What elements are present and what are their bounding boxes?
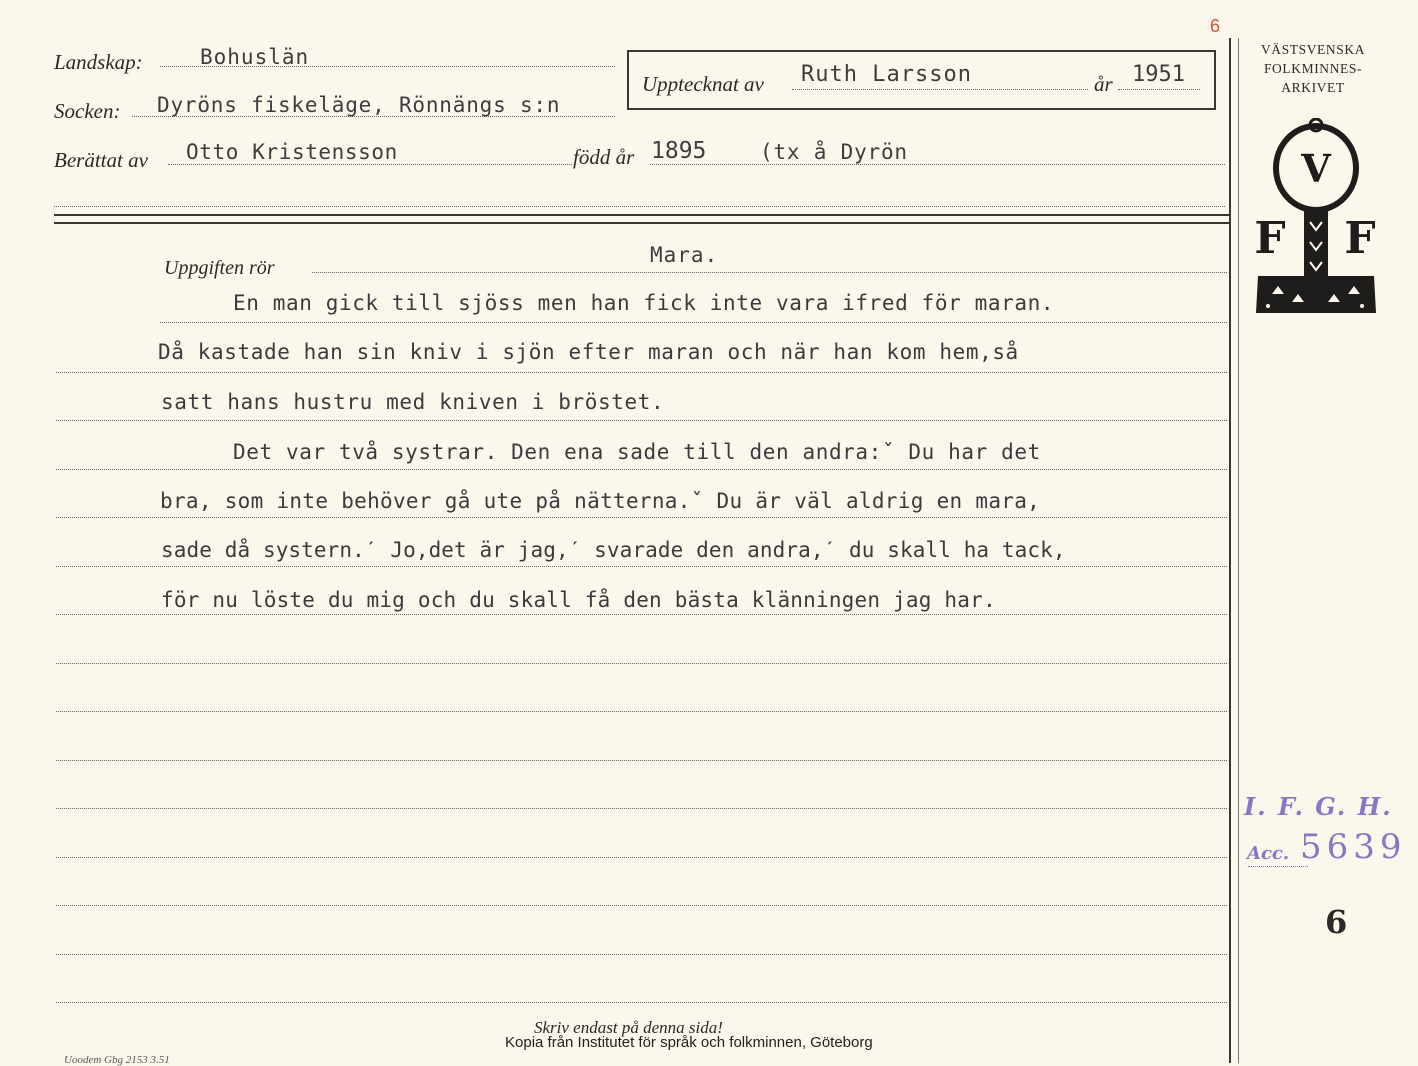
ruled-line bbox=[56, 954, 1227, 955]
body-text-line: Det var två systrar. Den ena sade till den andra:ˇ Du har det bbox=[233, 440, 1041, 464]
berattat-label: Berättat av bbox=[54, 148, 148, 172]
body-text-line: Då kastade han sin kniv i sjön efter maran och när han kom hem,så bbox=[158, 340, 1019, 364]
body-text-line: för nu löste du mig och du skall få den bästa klänningen jag har. bbox=[161, 588, 996, 612]
archive-stamp-initials: I. F. G. H. bbox=[1244, 792, 1393, 821]
header-rule-top bbox=[54, 214, 1229, 216]
ruled-line bbox=[56, 614, 1227, 615]
archive-name-line: FOLKMINNES- bbox=[1263, 61, 1363, 76]
logo-letter-f-right: F bbox=[1344, 213, 1376, 264]
ruled-line bbox=[56, 420, 1227, 421]
ruled-line bbox=[56, 711, 1227, 712]
landskap-label: Landskap: bbox=[54, 50, 143, 74]
socken-label: Socken: bbox=[54, 99, 121, 123]
ar-dotted-line bbox=[1118, 89, 1200, 90]
archive-name bbox=[1238, 40, 1388, 97]
archive-stamp-acc-label: Acc. bbox=[1247, 843, 1290, 864]
extra-dotted-line bbox=[54, 206, 1225, 207]
margin-rule-left bbox=[1229, 38, 1231, 1063]
margin-rule-right bbox=[1238, 38, 1239, 1063]
ruled-line bbox=[56, 857, 1227, 858]
logo-letter-v: V bbox=[1301, 146, 1331, 191]
corner-page-mark: 6 bbox=[1210, 16, 1221, 36]
page-number: 6 bbox=[1325, 903, 1348, 941]
ruled-line bbox=[56, 760, 1227, 761]
berattat-value: Otto Kristensson bbox=[186, 140, 398, 164]
ruled-line bbox=[56, 469, 1227, 470]
ar-label: år bbox=[1094, 72, 1113, 96]
upptecknat-dotted-line bbox=[792, 89, 1088, 90]
body-text-line: En man gick till sjöss men han fick inte vara ifred för maran. bbox=[233, 291, 1055, 315]
uppgiften-dotted-line bbox=[312, 272, 1227, 273]
berattat-dotted-line bbox=[168, 164, 572, 165]
body-text-line: bra, som inte behöver gå ute på nätterna.ˇ Du är väl aldrig en mara, bbox=[160, 489, 1041, 513]
ruled-line bbox=[56, 566, 1227, 567]
socken-value: Dyröns fiskeläge, Rönnängs s:n bbox=[157, 93, 561, 117]
ruled-line bbox=[56, 372, 1227, 373]
logo-letter-f-left: F bbox=[1254, 213, 1286, 264]
subject-value: Mara. bbox=[650, 243, 719, 267]
copy-note: Kopia från Institutet för språk och folkminnen, Göteborg bbox=[505, 1034, 873, 1051]
birthplace-value: (tx å Dyrön bbox=[760, 140, 908, 164]
acc-underline bbox=[1248, 866, 1308, 867]
fodd-label: född år bbox=[573, 145, 635, 169]
archive-stamp-acc-number: 5639 bbox=[1300, 827, 1407, 867]
ruled-line bbox=[56, 663, 1227, 664]
fodd-value: 1895 bbox=[651, 138, 707, 164]
ruled-line bbox=[56, 1002, 1227, 1003]
uppgiften-label: Uppgiften rör bbox=[164, 257, 275, 279]
ruled-line bbox=[56, 808, 1227, 809]
body-text-line: sade då systern.ˊ Jo,det är jag,ˊ svarade den andra,ˊ du skall ha tack, bbox=[161, 538, 1066, 562]
landskap-value: Bohuslän bbox=[200, 45, 310, 69]
upptecknat-value: Ruth Larsson bbox=[801, 62, 972, 87]
archive-name-line: ARKIVET bbox=[1281, 80, 1345, 95]
body-text-line: satt hans hustru med kniven i bröstet. bbox=[161, 390, 665, 414]
upptecknat-label: Upptecknat av bbox=[642, 72, 764, 96]
vff-hammer-emblem-icon bbox=[1252, 118, 1380, 318]
ar-value: 1951 bbox=[1132, 62, 1185, 87]
header-rule-bottom bbox=[54, 222, 1229, 224]
print-code: Uoodem Gbg 2153 3.51 bbox=[64, 1054, 170, 1066]
fodd-dotted-line bbox=[650, 164, 1225, 165]
write-instruction: Skriv endast på denna sida! bbox=[534, 1018, 723, 1037]
archive-name-line: VÄSTSVENSKA bbox=[1260, 42, 1366, 57]
ruled-line bbox=[56, 517, 1227, 518]
ruled-line bbox=[160, 322, 1227, 323]
ruled-line bbox=[56, 905, 1227, 906]
